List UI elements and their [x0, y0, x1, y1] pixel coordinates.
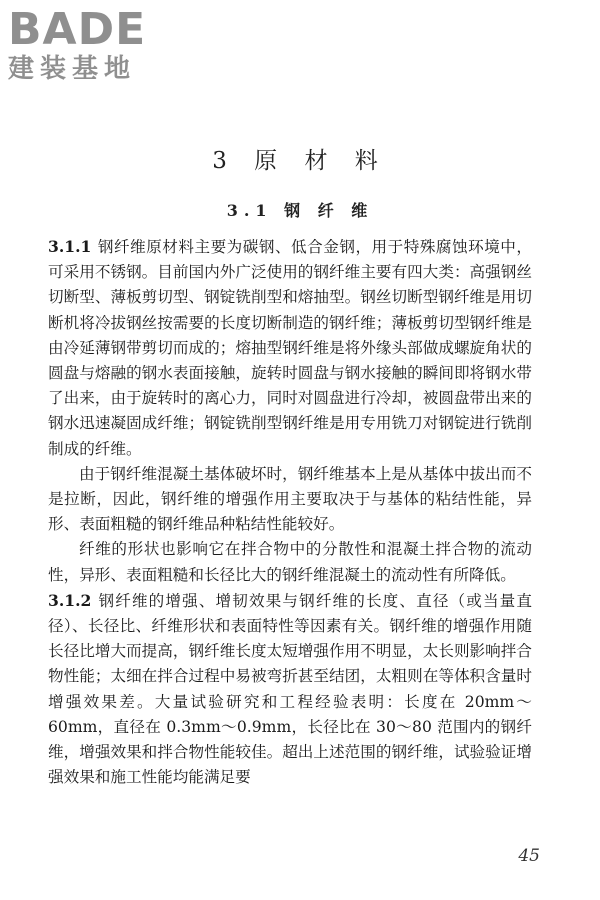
body-text [48, 234, 532, 790]
bade-logo [8, 4, 178, 88]
clause-text: 钢纤维原材料主要为碳钢、低合金钢，用于特殊腐蚀环境中，可采用不锈钢。目前国内外广泛使用的钢纤维主要有四大类：高强钢丝切断型、薄板剪切型、钢锭铣削型和熔抽型。钢丝切断型钢纤维是用切断机将冷拔钢丝按需要的长度切断制造的钢纤维；薄板剪切型钢纤维是由冷延薄钢带剪切而成的；熔抽型钢纤维是将外缘头部做成螺旋角状的圆盘与熔融的钢水表面接触，旋转时圆盘与钢水接触的瞬间即将钢水带了出来，由于旋转时的离心力，同时对圆盘进行冷却，被圆盘带出来的钢水迅速凝固成纤维；钢锭铣削型钢纤维是用专用铣刀对钢锭进行铣削制成的纤维。 [48, 238, 532, 458]
page-number: 45 [518, 846, 540, 866]
clause-text: 钢纤维的增强、增韧效果与钢纤维的长度、直径（或当量直径）、长径比、纤维形状和表面特性等因素有关。钢纤维的增强作用随长径比增大而提高，钢纤维长度太短增强作用不明显，太长则影响拌合物性能；太细在拌合过程中易被弯折甚至结团，太粗则在等体积含量时增强效果差。大量试验研究和工程经验表明：长度在 20mm～60mm，直径在 0.3mm～0.9mm，长径比在 30～80 范围内的钢纤维，增强效果和拌合物性能较佳。超出上述范围的钢纤维，试验验证增强效果和施工性能均能满足要 [48, 591, 532, 787]
clause-3-1-1 [48, 234, 532, 462]
clause-3-1-2 [48, 588, 532, 791]
paragraph-bond: 由于钢纤维混凝土基体破坏时，钢纤维基本上是从基体中拔出而不是拉断，因此，钢纤维的增强作用主要取决于与基体的粘结性能，异形、表面粗糙的钢纤维品种粘结性能较好。 [48, 464, 532, 534]
clause-number: 3.1.1 [48, 237, 92, 256]
section-title: 3.1 钢 纤 维 [226, 201, 374, 220]
chapter-title: 3 原 材 料 [212, 148, 388, 174]
clause-number: 3.1.2 [48, 590, 92, 610]
paragraph-shape: 纤维的形状也影响它在拌合物中的分散性和混凝土拌合物的流动性，异形、表面粗糙和长径比大的钢纤维混凝土的流动性有所降低。 [48, 540, 532, 584]
logo-subtitle: 建装基地 [8, 54, 137, 84]
logo-wordmark: BADE [8, 4, 147, 55]
